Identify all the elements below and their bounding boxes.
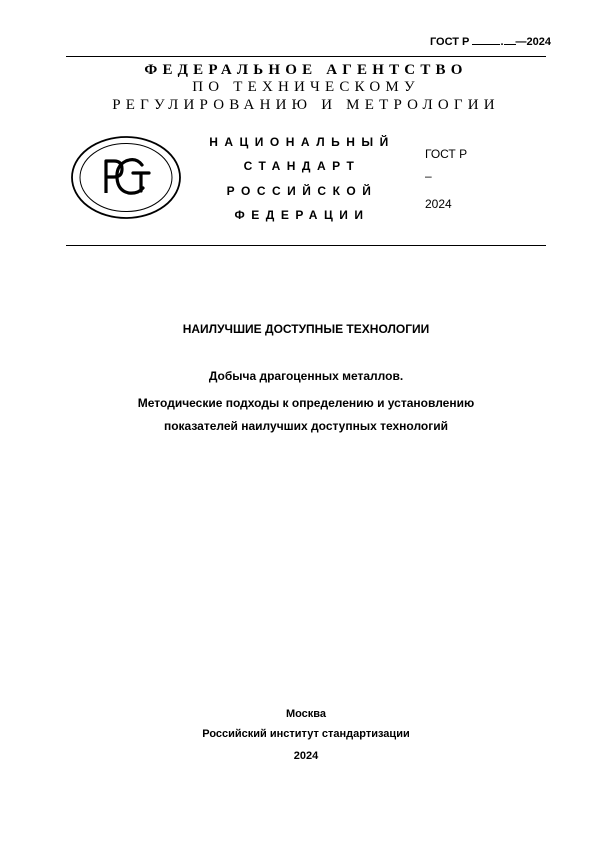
gost-designation-header [430,35,551,48]
standard-line-1: НАЦИОНАЛЬНЫЙ [209,135,395,149]
imprint-year: 2024 [293,750,319,762]
rst-logo-icon [70,135,182,220]
standard-line-2: СТАНДАРТ [243,159,361,173]
imprint-publisher: Российский институт стандартизации [202,728,410,740]
agency-line-3: РЕГУЛИРОВАНИЮ И МЕТРОЛОГИИ [112,97,500,113]
standard-line-4: ФЕДЕРАЦИИ [234,208,370,222]
header-rule-bottom [66,245,546,246]
header-rule-top [66,56,546,57]
gost-separator: . [500,36,504,48]
designation-line-3: 2024 [425,197,452,211]
document-title: НАИЛУЧШИЕ ДОСТУПНЫЕ ТЕХНОЛОГИИ [182,322,430,336]
agency-line-1: ФЕДЕРАЛЬНОЕ АГЕНТСТВО [144,62,468,78]
gost-number-blank [472,35,500,45]
document-subtitle-line-1: Добыча драгоценных металлов. [208,369,404,383]
document-subtitle-line-2: Методические подходы к определению и установлению [137,396,475,410]
gost-prefix: ГОСТ Р [429,36,470,48]
gost-year: —2024 [515,36,551,48]
designation-line-1: ГОСТ Р [425,147,468,161]
designation-line-2: – [425,169,432,183]
standard-line-3: РОССИЙСКОЙ [226,184,378,198]
document-subtitle-line-3: показателей наилучших доступных технологий [163,419,449,433]
gost-part-blank [504,35,516,45]
imprint-city: Москва [285,708,327,720]
agency-line-2: ПО ТЕХНИЧЕСКОМУ [192,79,420,95]
